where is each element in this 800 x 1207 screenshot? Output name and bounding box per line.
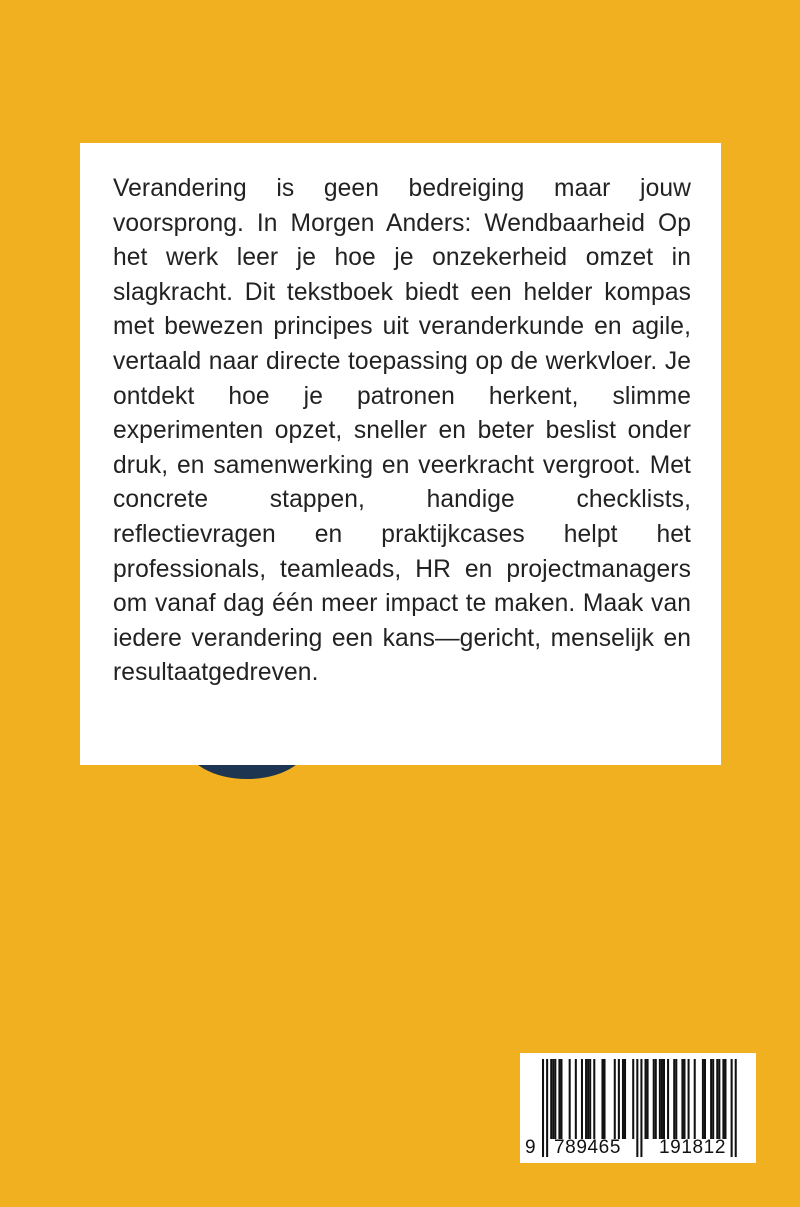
barcode-bar (667, 1059, 669, 1139)
barcode-bar (552, 1059, 554, 1139)
barcode-bar (718, 1059, 720, 1139)
isbn-barcode (520, 1053, 756, 1163)
barcode-bar (604, 1059, 606, 1139)
barcode-bar (593, 1059, 595, 1139)
barcode-bar (659, 1059, 661, 1139)
barcode-bar (688, 1059, 690, 1139)
barcode-bar (587, 1059, 589, 1139)
barcode-bar (622, 1059, 624, 1139)
barcode-bar (585, 1059, 587, 1139)
barcode-bar (554, 1059, 556, 1139)
barcode-bar (575, 1059, 577, 1139)
barcode-left-group: 789465 (554, 1137, 622, 1158)
barcode-bar (624, 1059, 626, 1139)
barcode-bar (647, 1059, 649, 1139)
blurb-text: Verandering is geen bedreiging maar jouw voorsprong. In Morgen Anders: Wendbaarheid Op het werk leer je hoe je onzekerheid omzet in slagkracht. Dit tekstboek biedt een helder kompas met bewezen principes uit veranderkunde en agile, vertaald naar directe toepassing op de werkvloer. Je ontdekt hoe je patronen herkent, slimme experimenten opzet, sneller en beter beslist onder druk, en samenwerking en veerkracht vergroot. Met concrete stappen, handige checklists, reflectievragen en praktijkcases helpt het professionals, teamleads, HR en projectmanagers om vanaf dag één meer impact te maken. Maak van iedere verandering een kans—gericht, menselijk en resultaatgedreven. (113, 175, 691, 687)
barcode-bar (675, 1059, 677, 1139)
barcode-bar (683, 1059, 685, 1139)
barcode-bar (661, 1059, 663, 1139)
barcode-bar (681, 1059, 683, 1139)
barcode-bar (645, 1059, 647, 1139)
blurb-panel (80, 143, 721, 765)
barcode-bar (632, 1059, 634, 1139)
barcode-bar (558, 1059, 560, 1139)
barcode-bar (614, 1059, 616, 1139)
barcode-digits (520, 1137, 756, 1161)
barcode-bar (569, 1059, 571, 1139)
barcode-bar (673, 1059, 675, 1139)
barcode-bar (694, 1059, 696, 1139)
barcode-bar (550, 1059, 552, 1139)
barcode-right-group: 191812 (659, 1137, 727, 1158)
barcode-bar (560, 1059, 562, 1139)
barcode-bar (716, 1059, 718, 1139)
barcode-bar (663, 1059, 665, 1139)
barcode-bar (710, 1059, 712, 1139)
barcode-first-digit: 9 (525, 1137, 536, 1158)
barcode-bar (618, 1059, 620, 1139)
barcode-bar (704, 1059, 706, 1139)
barcode-bar (581, 1059, 583, 1139)
barcode-bar (712, 1059, 714, 1139)
barcode-bar (655, 1059, 657, 1139)
barcode-bar (702, 1059, 704, 1139)
barcode-bar (601, 1059, 603, 1139)
barcode-bar (653, 1059, 655, 1139)
barcode-bar (589, 1059, 591, 1139)
barcode-bar (724, 1059, 726, 1139)
barcode-bar (722, 1059, 724, 1139)
